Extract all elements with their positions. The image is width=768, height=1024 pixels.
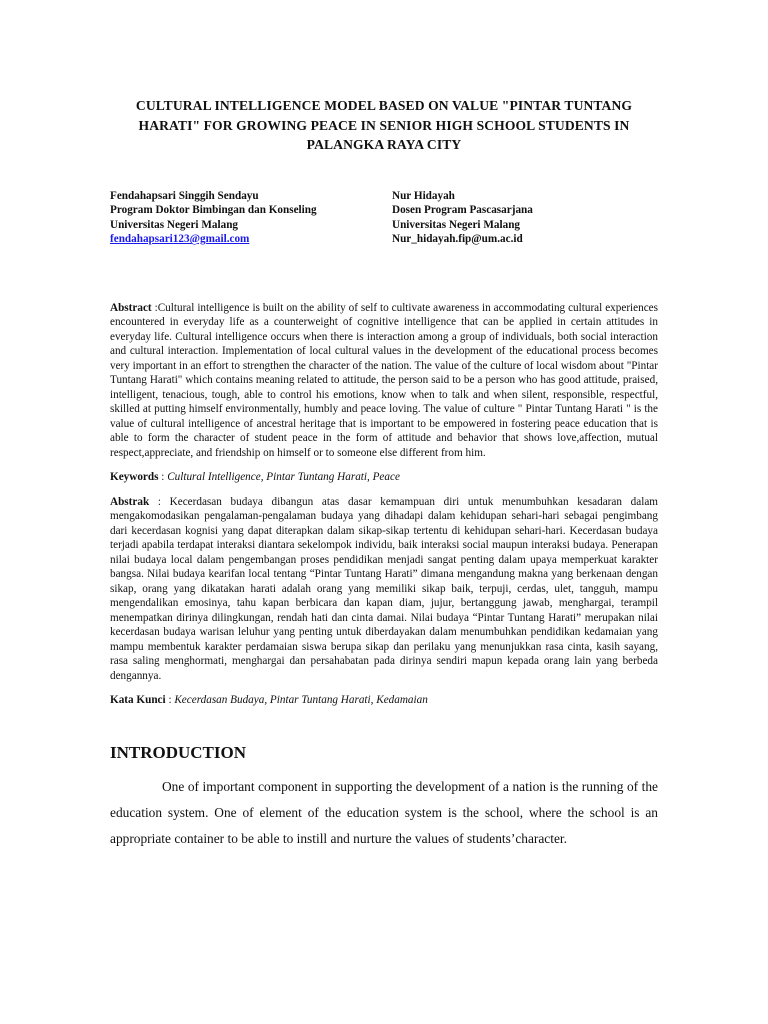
author-2: [392, 189, 533, 247]
author-1: [110, 189, 392, 247]
abstract-text: :Cultural intelligence is built on the ability of self to cultivate awareness in accommodating cultural experiences encountered in everyday life as a counterweight of cognitive intelligence that can be applied in certain attitudes in everyday life. Cultural intelligence occurs when there is interaction among a group of individuals, both social interaction and cultural interaction. Implementation of local cultural values in the development of the educational process becomes very important in an effort to strengthen the character of the nation. The value of the culture of local wisdom about "Pintar Tuntang Harati" which contains meaning related to attitude, the person said to be a person who has good attitude, praised, intelligent, tenacious, tough, able to control his emotions, know when to talk and when silent, responsible, respectful, skilled at putting himself environmentally, humbly and peace loving. The value of culture " Pintar Tuntang Harati " is the value of cultural intelligence of ancestral heritage that is important to be empowered in fostering peace education that is able to form the character of student peace in the form of attitude and behavior that shows love,affection, mutual respect,appreciate, and friendship on himself or to someone else different from him.: [110, 301, 658, 459]
keywords-separator: :: [158, 471, 168, 484]
keywords-label: Keywords: [110, 471, 159, 484]
keywords-english: [110, 470, 658, 485]
kata-kunci-text: Kecerdasan Budaya, Pintar Tuntang Harati, Kedamaian: [174, 694, 428, 707]
abstract-label: Abstract: [110, 301, 152, 314]
keywords-text: Cultural Intelligence, Pintar Tuntang Harati, Peace: [167, 471, 400, 484]
introduction-heading: INTRODUCTION: [110, 742, 247, 762]
author-name: Fendahapsari Singgih Sendayu: [110, 189, 259, 202]
author-university: Universitas Negeri Malang: [392, 218, 521, 231]
author-email-link[interactable]: fendahapsari123@gmail.com: [110, 233, 250, 246]
abstract-english: [110, 301, 658, 461]
author-name: Nur Hidayah: [392, 189, 455, 202]
author-program: Dosen Program Pascasarjana: [392, 204, 533, 217]
paper-title: CULTURAL INTELLIGENCE MODEL BASED ON VALUE "PINTAR TUNTANG HARATI" FOR GROWING PEACE IN SENIOR HIGH SCHOOL STUDENTS IN PALANGKA RAYA CITY: [135, 98, 633, 152]
introduction-paragraph: One of important component in supporting the development of a nation is the running of the education system. One of element of the education system is the school, where the school is an appropriate container to be able to instill and nurture the values of students’character.: [110, 778, 658, 847]
keywords-indonesian: [110, 693, 658, 708]
author-block: [110, 189, 658, 247]
kata-kunci-label: Kata Kunci: [110, 694, 166, 707]
author-program: Program Doktor Bimbingan dan Konseling: [110, 204, 317, 217]
abstract-indonesian: [110, 495, 658, 684]
kata-kunci-separator: :: [165, 694, 175, 707]
abstrak-label: Abstrak: [110, 495, 150, 508]
author-university: Universitas Negeri Malang: [110, 218, 239, 231]
author-email: Nur_hidayah.fip@um.ac.id: [392, 233, 523, 246]
abstrak-text: : Kecerdasan budaya dibangun atas dasar kemampuan diri untuk menumbuhkan kesadaran dalam mengakomodasikan pengalaman-pengalaman budaya yang dihadapi dalam kehidupan sehari-hari sebagai pengimbang dari kecerdasan kognisi yang dapat diterapkan dalam sikap-sikap tertentu di kehidupan sehari-hari. Kecerdasan budaya terjadi apabila terdapat interaksi diantara sekelompok individu, baik interaksi social maupun interaksi budaya. Penerapan nilai budaya local dalam pengembangan proses pendidikan menjadi sangat penting dalam upaya memperkuat karakter bangsa. Nilai budaya kearifan local tentang “Pintar Tuntang Harati” dimana mengandung makna yang berkenaan dengan sikap, orang yang dikatakan harati adalah orang yang memiliki sikap baik, terpuji, cerdas, ulet, tangguh, mampu mengendalikan emosinya, tahu kapan berbicara dan kapan diam, jujur, bertanggung jawab, menghargai, terampil menempatkan dirinya dilingkungan, rendah hati dan cinta damai. Nilai budaya “Pintar Tuntang Harati” merupakan nilai kecerdasan budaya warisan leluhur yang penting untuk diberdayakan dalam menumbuhkan pendidikan kedamaian yang mampu membentuk karakter perdamaian siswa berupa sikap dan perilaku yang menunjukkan rasa cinta, kasih sayang, rasa saling menghormati, menghargai dan persahabatan pada dirinya sendiri mapun kepada orang lain yang berbeda dengannya.: [110, 495, 658, 682]
